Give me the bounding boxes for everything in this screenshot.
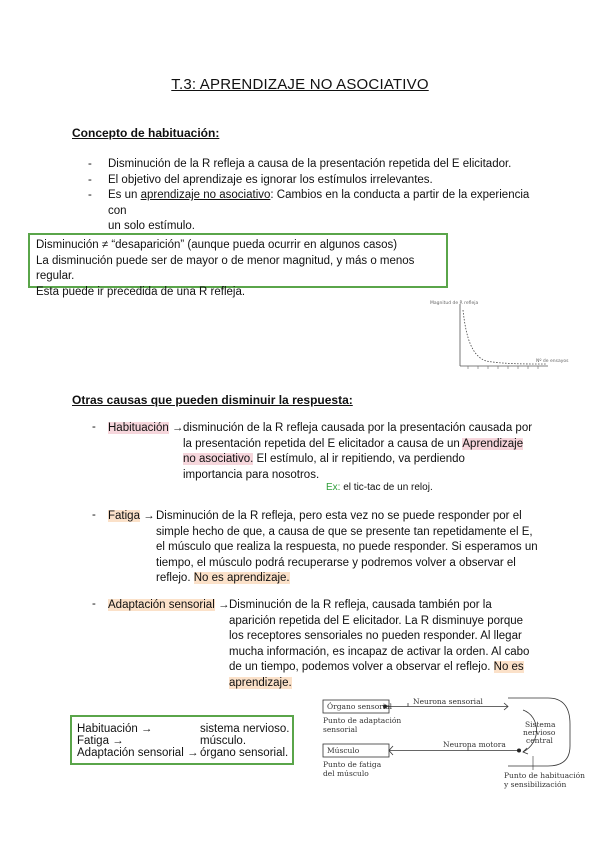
fatiga-label: Fatiga [108, 510, 140, 522]
list-item: - El objetivo del aprendizaje es ignorar los estímulos irrelevantes. [108, 173, 548, 189]
note-line: Esta puede ir precedida de una R refleja. [36, 285, 246, 298]
dash-marker: - [92, 421, 96, 433]
note-line: Disminución ≠ “desaparición” (aunque pueda ocurrir en algunos casos) [36, 239, 398, 251]
fatiga-text [156, 509, 556, 587]
text-span: reflejo. [156, 572, 194, 584]
arrow-icon: → [139, 510, 155, 522]
text-line: Disminución de la R refleja, pero esta vez no se puede responder por el [156, 510, 522, 522]
habituacion-text [183, 421, 553, 483]
text-line: aparición repetida del E elicitador. La R disminuye porque [229, 614, 524, 627]
text-line: simple hecho de que, a causa de que se presente tan repetidamente el E, [156, 525, 533, 538]
text-line [183, 452, 553, 468]
neurona-motora-label: Neurona motora [443, 740, 506, 749]
example-line [326, 482, 433, 493]
bullet-text: : Cambios en la conducta a partir de la experiencia con [108, 189, 530, 217]
reflex-diagram [318, 694, 586, 794]
example-text: el tic-tac de un reloj. [340, 482, 433, 493]
summary-left-0: Habituación → [77, 723, 153, 735]
dash-marker: - [92, 509, 96, 521]
arrow-icon: → [168, 422, 184, 434]
page-title: T.3: APRENDIZAJE NO ASOCIATIVO [171, 76, 429, 93]
adaptacion-item [108, 598, 548, 693]
punto-fatiga-label: Punto de fatiga [323, 760, 382, 769]
graph-svg [428, 298, 578, 378]
list-item [108, 188, 548, 235]
punto-adaptacion-label: Punto de adaptación [323, 716, 402, 725]
highlight-no-es: No es [493, 661, 524, 673]
example-label: Ex: [326, 482, 341, 493]
section-heading-otras-causas: Otras causas que pueden disminuir la respuesta: [72, 393, 353, 407]
graph-curve [463, 310, 546, 364]
summary-left-1: Fatiga → [77, 735, 124, 747]
summary-right-2: órgano sensorial. [200, 747, 289, 759]
habituacion-label-wrap [108, 421, 183, 437]
bullet-text: Es un [108, 189, 141, 201]
graph-xlabel: Nº de ensayos [536, 359, 569, 364]
text-line [229, 676, 549, 692]
text-line: los receptores sensoriales no pueden responder. Al llegar [229, 630, 522, 642]
text-line [183, 437, 553, 453]
text-span: de un tiempo, podemos volver a observar el reflejo. [229, 661, 494, 673]
habituacion-bullet-list [108, 157, 548, 235]
text-line: mucha información, es incapaz de activar la orden. Al cabo [229, 645, 530, 658]
text-line [229, 660, 549, 676]
list-item: - Disminución de la R refleja a causa de la presentación repetida del E elicitador. [108, 157, 548, 173]
text-line: el músculo que realiza la respuesta, no puede responder. Si esperamos un [156, 541, 538, 553]
motor-dot [517, 749, 521, 753]
highlight-no-es-aprendizaje: No es aprendizaje. [193, 572, 290, 584]
bullet-text: un solo estímulo. [108, 220, 195, 232]
arrow-icon: → [214, 599, 230, 611]
habituacion-label: Habituación [108, 422, 169, 434]
adaptacion-text [229, 598, 549, 691]
section-heading-habituacion: Concepto de habituación: [72, 126, 220, 140]
adaptacion-label: Adaptación sensorial [108, 599, 215, 611]
sistema-label: Sistema [525, 720, 556, 729]
summary-left-2: Adaptación sensorial → [77, 747, 199, 759]
highlight-aprendizaje: Aprendizaje [462, 437, 524, 450]
punto-fatiga-label-2: del músculo [323, 769, 369, 778]
text-line: disminución de la R refleja causada por la presentación causada por [183, 422, 533, 434]
note-box [28, 233, 448, 298]
highlight-aprendizaje: aprendizaje. [229, 676, 292, 689]
fatiga-label-wrap [108, 509, 155, 525]
organo-label: Órgano sensorial [327, 702, 393, 711]
fatiga-item [108, 509, 548, 589]
punto-habituacion-label-2: y sensibilización [504, 780, 567, 789]
adaptacion-label-wrap [108, 598, 229, 614]
graph-ylabel: Magnitud de R refleja [430, 301, 479, 306]
text-line [156, 571, 556, 587]
summary-right-0: sistema nervioso. [200, 723, 290, 735]
graph-ticks [468, 366, 538, 369]
neurona-sensorial-label: Neurona sensorial [413, 697, 483, 706]
text-line: importancia para nosotros. [183, 468, 320, 481]
concept-term: aprendizaje no asociativo [140, 189, 271, 201]
dash-marker: - [92, 598, 96, 610]
musculo-label: Músculo [327, 746, 360, 755]
nervioso-label: nervioso [523, 728, 556, 737]
highlight-no-asociativo: no asociativo. [183, 453, 254, 465]
text-span: la presentación repetida del E elicitador a causa de un [183, 437, 463, 450]
summary-box [70, 715, 294, 765]
text-line: Disminución de la R refleja, causada también por la [229, 599, 492, 611]
punto-adaptacion-label-2: sensorial [323, 725, 358, 734]
text-span: El estímulo, al ir repitiendo, va perdiendo [253, 453, 465, 465]
summary-right-1: músculo. [200, 735, 247, 747]
note-line: La disminución puede ser de mayor o de menor magnitud, y más o menos regular. [36, 254, 415, 282]
text-line: tiempo, el músculo podrá recuperarse y podremos volver a observar el [156, 556, 516, 569]
central-label: central [526, 736, 553, 745]
punto-habituacion-label: Punto de habituación [504, 771, 586, 780]
habituation-graph [428, 298, 578, 378]
